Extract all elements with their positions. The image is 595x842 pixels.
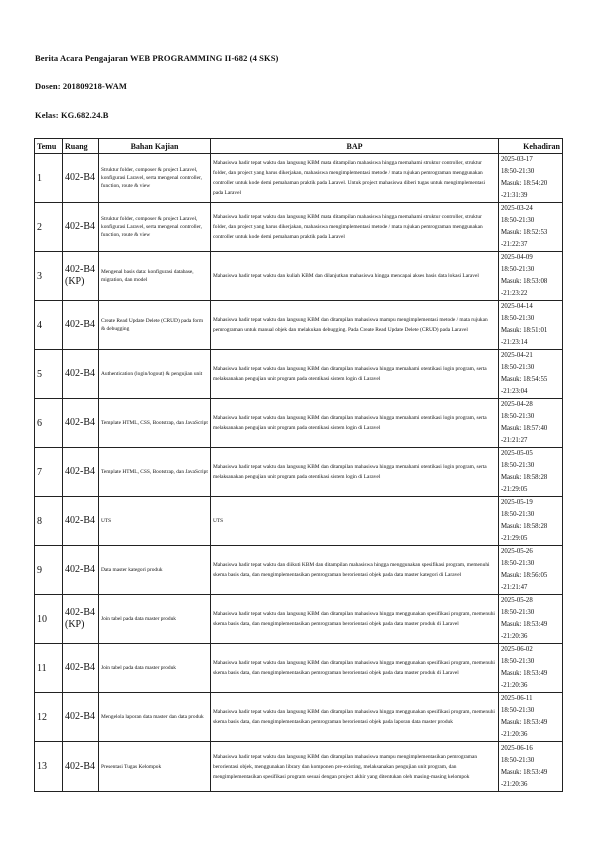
ruang-cell: 402-B4 [63,154,99,203]
kehadiran-line: -21:22:37 [501,241,528,248]
temu-cell: 3 [35,252,63,301]
ruang-cell: 402-B4 [63,497,99,546]
bahan-kajian-cell: Join tabel pada data master produk [99,644,211,693]
temu-cell: 7 [35,448,63,497]
temu-cell: 2 [35,203,63,252]
kehadiran-cell [499,546,563,595]
bahan-kajian-cell: Struktur folder, composer & project Laravel, konfigurasi Laravel, serta mengenal controller, function, route & view [99,203,211,252]
kehadiran-cell [499,693,563,742]
table-row [35,595,563,644]
kehadiran-cell [499,497,563,546]
kehadiran-line: 2025-05-28 [501,597,533,604]
kehadiran-line: 2025-04-14 [501,303,533,310]
kehadiran-line: 18:50-21:30 [501,168,535,175]
bahan-kajian-cell: Join tabel pada data master produk [99,595,211,644]
kehadiran-line: Masuk: 18:53:49 [501,768,548,776]
kehadiran-line: -21:20:36 [501,682,528,689]
bahan-kajian-cell: Data master kategori produk [99,546,211,595]
kehadiran-cell [499,154,563,203]
kehadiran-line: 2025-06-16 [501,744,533,752]
kehadiran-line: -21:21:47 [501,584,528,591]
kehadiran-line: 18:50-21:30 [501,413,535,420]
kehadiran-cell [499,252,563,301]
kehadiran-line: 18:50-21:30 [501,315,535,322]
kehadiran-line: 2025-04-28 [501,401,533,408]
kehadiran-line: 18:50-21:30 [501,609,535,616]
bahan-kajian-cell: UTS [99,497,211,546]
ruang-cell: 402-B4 [63,644,99,693]
bahan-kajian-cell: Template HTML, CSS, Bootstrap, dan JavaScript [99,399,211,448]
kehadiran-line: -21:20:36 [501,633,528,640]
col-header-temu: Temu [35,139,63,154]
kehadiran-line: Masuk: 18:53:49 [501,719,548,726]
table-row [35,252,563,301]
kehadiran-line: Masuk: 18:53:08 [501,278,548,285]
kehadiran-line: -21:21:27 [501,437,528,444]
table-row [35,203,563,252]
bahan-kajian-cell: Mengenal basis data: konfigurasi database, migration, dan model [99,252,211,301]
bahan-kajian-cell: Struktur folder, composer & project Laravel, konfigurasi Laravel, serta mengenal controller, function, route & view [99,154,211,203]
kehadiran-line: 2025-05-05 [501,450,533,457]
kehadiran-line: 18:50-21:30 [501,511,535,518]
kehadiran-cell [499,350,563,399]
bap-cell: Mahasiswa hadir tepat waktu dan langsung KBM dan ditampilan mahasiswa hingga memahami otentikasi login program, serta melaksanakan pengujian unit program pada otentikasi sistem login di Laravel [211,350,499,399]
table-row [35,497,563,546]
bahan-kajian-cell: Mengelola laporan data master dan data produk [99,693,211,742]
kehadiran-line: 18:50-21:30 [501,658,535,665]
kehadiran-line: 18:50-21:30 [501,560,535,567]
dosen-line: Dosen: 201809218-WAM [35,81,127,91]
kehadiran-cell [499,301,563,350]
bahan-kajian-cell: Template HTML, CSS, Bootstrap, dan JavaScript [99,448,211,497]
kehadiran-line: 18:50-21:30 [501,756,535,764]
kehadiran-line: 2025-03-24 [501,205,533,212]
bahan-kajian-cell: Authentication (login/logout) & pengujian unit [99,350,211,399]
kehadiran-line: -21:29:05 [501,535,528,542]
bap-cell: Mahasiswa hadir tepat waktu dan langsung KBM dan ditampilan mahasiswa hingga menggunakan spesifikasi program, memenuhi skema basis data, dan mengimplementasikan pemrograman berorientasi objek pada laporan data master produk [211,693,499,742]
ruang-cell: 402-B4 [63,448,99,497]
kehadiran-cell [499,595,563,644]
ruang-cell: 402-B4 [63,742,99,792]
kehadiran-line: Masuk: 18:58:28 [501,474,548,481]
bap-cell: Mahasiswa hadir tepat waktu dan kuliah KBM dan dilanjutkan mahasiswa hingga mencapai akses basis data lokasi Laravel [211,252,499,301]
temu-cell: 8 [35,497,63,546]
kehadiran-line: Masuk: 18:52:53 [501,229,548,236]
bap-cell: Mahasiswa hadir tepat waktu dan langsung KBM dan ditampilan mahasiswa hingga memahami otentikasi login program, serta melaksanakan pengujian unit program pada otentikasi sistem login di Laravel [211,399,499,448]
kehadiran-line: Masuk: 18:51:01 [501,327,548,334]
bahan-kajian-cell: Create Read Update Delete (CRUD) pada form & debugging [99,301,211,350]
col-header-kehadiran: Kehadiran [499,139,563,154]
ruang-cell: 402-B4 [63,203,99,252]
kehadiran-line: -21:23:22 [501,290,528,297]
kehadiran-line: -21:20:36 [501,731,528,738]
table-row [35,448,563,497]
kehadiran-line: 18:50-21:30 [501,462,535,469]
table-row [35,693,563,742]
table-row [35,350,563,399]
bap-cell: Mahasiswa hadir tepat waktu dan langsung KBM dan ditampilan mahasiswa mampu mengimplementasikan pemrograman berorientasi objek, menggunakan library dan komponen pre-existing, melaksanakan pengujian unit program, dan mengimplementasikan spesifikasi program sesuai dengan project akhir yang ditentukan oleh masing-masing kelompok [211,742,499,792]
table-header-row [35,139,563,154]
kehadiran-line: -21:23:04 [501,388,528,395]
kehadiran-cell [499,742,563,792]
bap-cell: Mahasiswa hadir tepat waktu dan diikuti KBM dan ditampilan mahasiswa hingga menggunakan spesifikasi program, memenuhi skema basis data, dan mengimplementasikan pemrograman berorientasi objek pada data master kategori di Laravel [211,546,499,595]
ruang-cell: 402-B4 (KP) [63,252,99,301]
kehadiran-line: -21:31:39 [501,192,528,199]
document-title: Berita Acara Pengajaran WEB PROGRAMMING II-682 (4 SKS) [35,53,279,63]
bap-cell: Mahasiswa hadir tepat waktu dan langsung KBM dan ditampilan mahasiswa hingga menggunakan spesifikasi program, memenuhi skema basis data, dan mengimplementasikan pemrograman berorientasi objek pada data master produk di Laravel [211,644,499,693]
kehadiran-line: 18:50-21:30 [501,364,535,371]
temu-cell: 13 [35,742,63,792]
ruang-cell: 402-B4 [63,350,99,399]
ruang-cell: 402-B4 [63,301,99,350]
kehadiran-line: Masuk: 18:53:49 [501,670,548,677]
kehadiran-cell [499,644,563,693]
kehadiran-line: Masuk: 18:54:20 [501,180,548,187]
bap-cell: Mahasiswa hadir tepat waktu dan langsung KBM dan ditampilan mahasiswa hingga memahami otentikasi login program, serta melaksanakan pengujian unit program pada otentikasi sistem login di Laravel [211,448,499,497]
kehadiran-line: 18:50-21:30 [501,217,535,224]
bahan-kajian-cell: Presentasi Tugas Kelompok [99,742,211,792]
kehadiran-cell [499,448,563,497]
kehadiran-line: Masuk: 18:57:40 [501,425,548,432]
table-row [35,154,563,203]
kehadiran-line: Masuk: 18:53:49 [501,621,548,628]
kehadiran-cell [499,203,563,252]
kehadiran-line: Masuk: 18:56:05 [501,572,548,579]
ruang-cell: 402-B4 [63,693,99,742]
bap-cell: UTS [211,497,499,546]
kehadiran-line: Masuk: 18:54:55 [501,376,548,383]
kelas-line: Kelas: KG.682.24.B [35,110,109,120]
kehadiran-line: 2025-04-21 [501,352,533,359]
col-header-bap: BAP [211,139,499,154]
table-row [35,399,563,448]
kehadiran-line: -21:23:14 [501,339,528,346]
kehadiran-line: 2025-05-19 [501,499,533,506]
table-row [35,546,563,595]
temu-cell: 5 [35,350,63,399]
kehadiran-line: 18:50-21:30 [501,707,535,714]
temu-cell: 12 [35,693,63,742]
temu-cell: 10 [35,595,63,644]
temu-cell: 11 [35,644,63,693]
bap-cell: Mahasiswa hadir tepat waktu dan langsung KBM dan ditampilan mahasiswa hingga menggunakan spesifikasi program, memenuhi skema basis data, dan mengimplementasikan pemrograman berorientasi objek pada data master produk di Laravel [211,595,499,644]
table-row [35,742,563,792]
ruang-cell: 402-B4 (KP) [63,595,99,644]
temu-cell: 6 [35,399,63,448]
kehadiran-line: 18:50-21:30 [501,266,535,273]
bap-cell: Mahasiswa hadir tepat waktu dan langsung KBM mata ditampilan mahasiswa hingga memahami struktur controller, struktur folder, dan project yang harus dikerjakan, mahasiswa mengimplementasi metode / mata rujukan pemrograman menggunakan controller untuk kode demi pemahaman praktik pada Laravel. Untuk project mahasiswa diberi tugas untuk mengimplementasi pada Laravel [211,154,499,203]
col-header-ruang: Ruang [63,139,99,154]
ruang-cell: 402-B4 [63,546,99,595]
kehadiran-line: Masuk: 18:58:28 [501,523,548,530]
bap-cell: Mahasiswa hadir tepat waktu dan langsung KBM mata ditampilan mahasiswa hingga memahami struktur controller, struktur folder, dan project yang harus dikerjakan, mahasiswa mengimplementasi metode / mata rujukan pemrograman menggunakan controller untuk kode demi pemahaman praktik pada Laravel [211,203,499,252]
temu-cell: 1 [35,154,63,203]
kehadiran-line: 2025-06-11 [501,695,533,702]
kehadiran-line: 2025-03-17 [501,156,533,163]
kehadiran-line: 2025-04-09 [501,254,533,261]
col-header-bahan-kajian: Bahan Kajian [99,139,211,154]
kehadiran-line: -21:29:05 [501,486,528,493]
temu-cell: 9 [35,546,63,595]
table-row [35,301,563,350]
ruang-cell: 402-B4 [63,399,99,448]
temu-cell: 4 [35,301,63,350]
bap-cell: Mahasiswa hadir tepat waktu dan langsung KBM dan ditampilan mahasiswa mampu mengimplementasi metode / mata rujukan pemrograman untuk manual objek dan melakukan debugging. Pada Create Read Update Delete (CRUD) pada Laravel [211,301,499,350]
kehadiran-line: 2025-06-02 [501,646,533,653]
kehadiran-line: -21:20:36 [501,780,528,788]
kehadiran-cell [499,399,563,448]
bap-table [34,138,563,792]
kehadiran-line: 2025-05-26 [501,548,533,555]
table-row [35,644,563,693]
